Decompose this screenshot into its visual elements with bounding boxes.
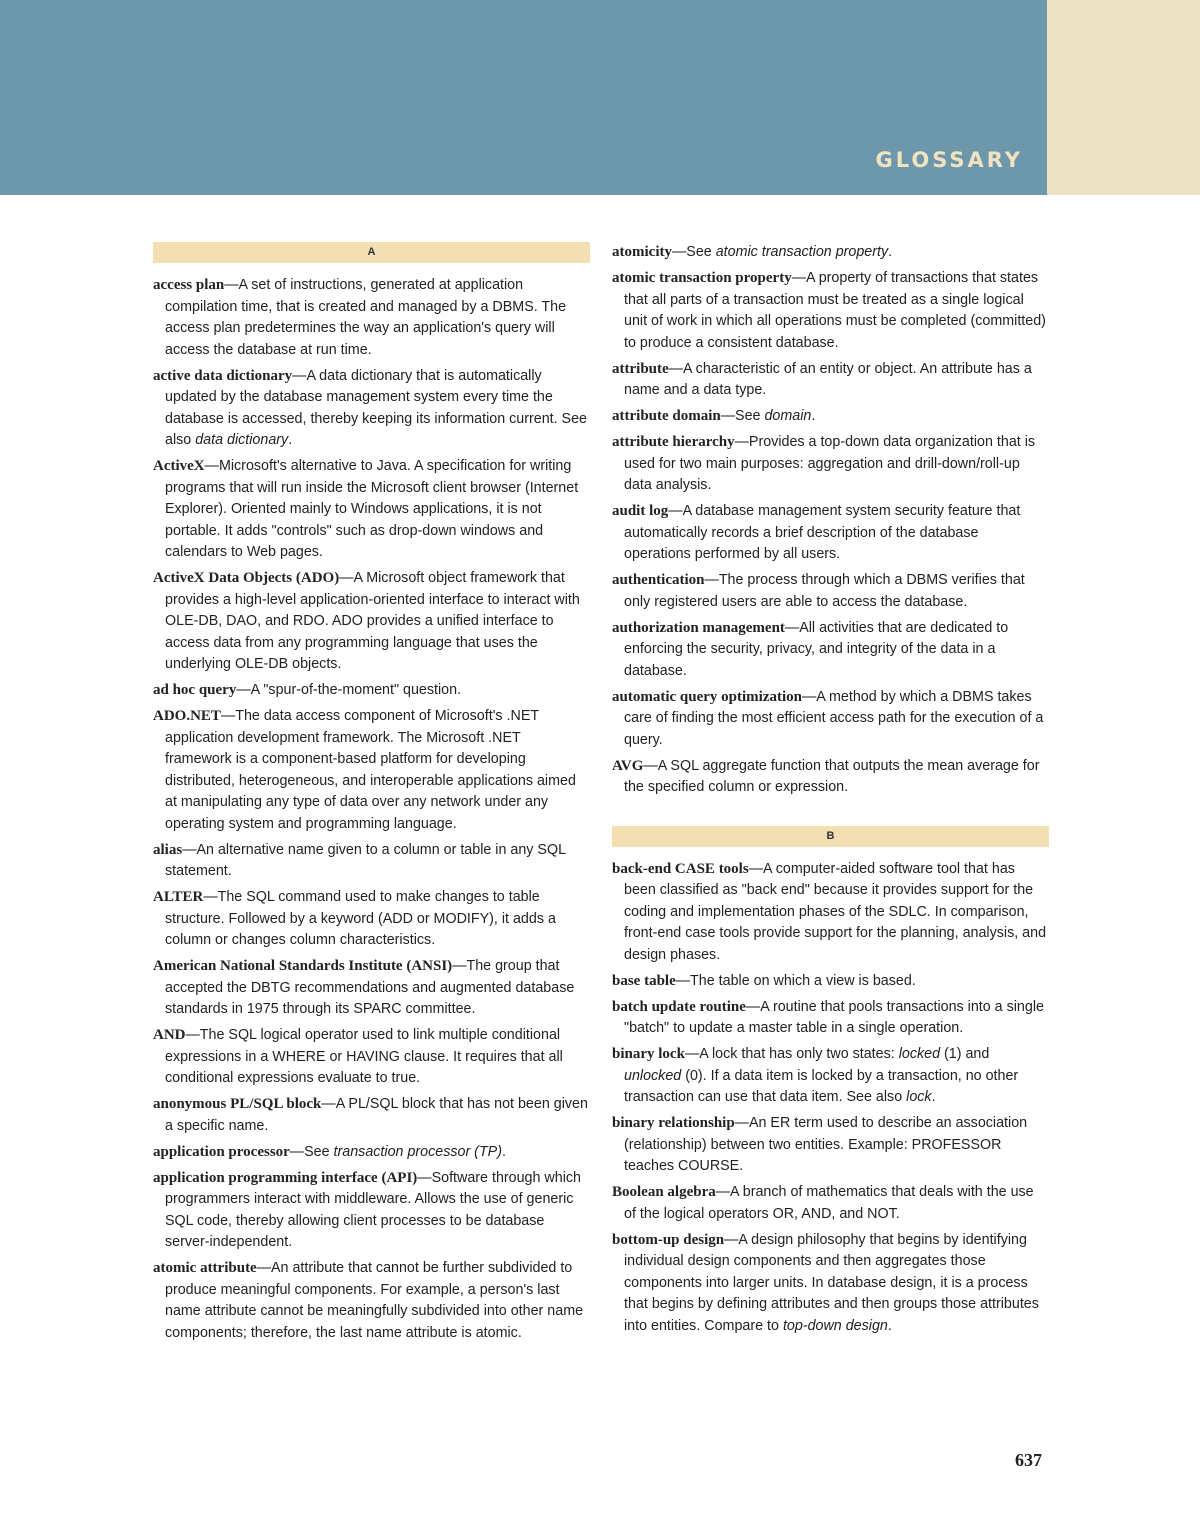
letter-heading-b: B bbox=[612, 826, 1049, 847]
entry-term: attribute hierarchy bbox=[612, 434, 735, 450]
entry-cross-reference: top-down design bbox=[782, 1317, 888, 1334]
entry-term: back-end CASE tools bbox=[612, 860, 749, 877]
entry-definition: —A data dictionary that is automatically updated by the database management system every time the database is accessed, thereby keeping its information current. See also bbox=[165, 367, 587, 448]
entry-term: base table bbox=[612, 972, 676, 989]
entry-definition: —A set of instructions, generated at application compilation time, that is created and managed by a DBMS. The access plan predetermines the way an application's query will access the database at run time. bbox=[165, 277, 567, 358]
entry-term: ADO.NET bbox=[153, 708, 221, 724]
entry-cross-reference: domain bbox=[764, 408, 812, 424]
glossary-entry bbox=[612, 859, 1049, 967]
entry-definition: —A method by which a DBMS takes care of finding the most efficient access path for the execution of a query. bbox=[624, 688, 1044, 748]
glossary-entry bbox=[612, 1182, 1049, 1225]
glossary-entry bbox=[153, 1168, 590, 1254]
glossary-entry bbox=[153, 956, 590, 1021]
entry-cross-reference: transaction processor (TP) bbox=[333, 1143, 502, 1160]
entry-term: Boolean algebra bbox=[612, 1184, 716, 1200]
entry-term: ad hoc query bbox=[153, 682, 237, 698]
entry-definition: —A SQL aggregate function that outputs the mean average for the specified column or expression. bbox=[624, 757, 1040, 795]
entry-definition: —A routine that pools transactions into a single "batch" to update a master table in a single operation. bbox=[624, 998, 1044, 1036]
entry-definition: —A database management system security feature that automatically records a brief description of the database operations performed by all users. bbox=[624, 503, 1021, 562]
entry-definition: —See bbox=[289, 1143, 334, 1160]
entry-definition-tail: . bbox=[288, 432, 293, 448]
entry-definition: —The group that accepted the DBTG recommendations and augmented database standards in 1975 through its SPARC committee. bbox=[165, 958, 575, 1017]
entry-term: active data dictionary bbox=[153, 367, 293, 384]
glossary-entry bbox=[612, 1044, 1049, 1109]
entry-term: alias bbox=[153, 841, 183, 858]
glossary-entry bbox=[612, 1113, 1049, 1178]
entry-term: anonymous PL/SQL block bbox=[153, 1096, 322, 1112]
entry-definition: —The process through which a DBMS verifies that only registered users are able to access the database. bbox=[624, 572, 1025, 610]
entry-term: application processor bbox=[153, 1143, 290, 1160]
entry-definition: —A PL/SQL block that has not been given a specific name. bbox=[165, 1096, 588, 1134]
entry-definition: —A characteristic of an entity or object. An attribute has a name and a data type. bbox=[624, 360, 1032, 398]
entry-cross-reference: data dictionary bbox=[195, 432, 289, 448]
glossary-entry bbox=[153, 456, 590, 564]
entry-term: atomicity bbox=[612, 244, 672, 260]
entry-definition: —All activities that are dedicated to enforcing the security, privacy, and integrity of the data in a database. bbox=[624, 619, 1009, 679]
glossary-entry bbox=[153, 568, 590, 676]
glossary-entry bbox=[612, 618, 1049, 683]
entry-term: batch update routine bbox=[612, 998, 746, 1015]
entry-definition: —Provides a top-down data organization that is used for two main purposes: aggregation and drill-down/roll-up data analysis. bbox=[624, 434, 1036, 493]
entry-definition: —The data access component of Microsoft's .NET application development framework. The Microsoft .NET framework is a component-based platform for developing distributed, heterogeneous, and interoperable applications aimed at manipulating any type of data over any network under any operating system and programming language. bbox=[165, 708, 576, 832]
entry-definition-tail: . bbox=[887, 1317, 892, 1334]
glossary-entry bbox=[612, 406, 1049, 428]
glossary-column-right bbox=[612, 242, 1049, 1342]
entry-definition: —Software through which programmers interact with middleware. Allows the use of generic SQL code, thereby allowing client processes to be database server-independent. bbox=[165, 1169, 581, 1250]
entry-definition-tail: (1) and bbox=[940, 1046, 990, 1062]
entry-term: bottom-up design bbox=[612, 1231, 725, 1248]
glossary-entry bbox=[612, 432, 1049, 497]
glossary-entry bbox=[153, 680, 590, 702]
header-stripe bbox=[1047, 0, 1200, 195]
entry-term: attribute bbox=[612, 360, 669, 377]
entry-definition-tail: . bbox=[888, 244, 893, 260]
entry-definition-tail: . bbox=[501, 1143, 506, 1160]
glossary-entry bbox=[612, 268, 1049, 354]
glossary-column-left bbox=[153, 242, 590, 1349]
glossary-entry bbox=[153, 1258, 590, 1344]
entry-definition: —The SQL logical operator used to link multiple conditional expressions in a WHERE or HAVING clause. It requires that all conditional expressions evaluate to true. bbox=[165, 1027, 563, 1086]
glossary-entry bbox=[612, 1230, 1049, 1338]
glossary-entry bbox=[612, 687, 1049, 752]
page-number: 637 bbox=[1015, 1450, 1042, 1470]
entry-term: authorization management bbox=[612, 619, 785, 636]
entry-definition: —See bbox=[720, 408, 765, 424]
glossary-entry bbox=[153, 1094, 590, 1137]
entry-definition: —A "spur-of-the-moment" question. bbox=[236, 682, 462, 698]
entry-term: atomic attribute bbox=[153, 1260, 257, 1276]
entry-definition: —An ER term used to describe an association (relationship) between two entities. Example: PROFESSOR teaches COURSE. bbox=[624, 1115, 1028, 1174]
glossary-entry bbox=[612, 242, 1049, 264]
glossary-entry bbox=[153, 1025, 590, 1090]
entry-definition: —An attribute that cannot be further subdivided to produce meaningful components. For example, a person's last name attribute cannot be meaningfully subdivided into other name components; therefore, the last name attribute is atomic. bbox=[165, 1260, 584, 1341]
entry-cross-reference: lock bbox=[906, 1089, 932, 1105]
entry-definition-tail: . bbox=[931, 1089, 936, 1105]
page-title: GLOSSARY bbox=[875, 148, 1023, 172]
entry-cross-reference: locked bbox=[898, 1046, 941, 1062]
entry-term: access plan bbox=[153, 277, 225, 293]
glossary-entry bbox=[612, 359, 1049, 402]
entry-term: ALTER bbox=[153, 889, 204, 905]
entry-term: authentication bbox=[612, 572, 705, 588]
glossary-entry bbox=[153, 275, 590, 361]
entry-definition-tail: (0). If a data item is locked by a transaction, no other transaction can use that data item. See also bbox=[624, 1067, 1019, 1105]
entry-term: American National Standards Institute (ANSI) bbox=[153, 958, 453, 974]
entry-definition: —A design philosophy that begins by identifying individual design components and then aggregates those components into larger units. In database design, it is a process that begins by defining attributes and then groups those attributes into entities. Compare to bbox=[624, 1231, 1039, 1334]
entry-definition: —Microsoft's alternative to Java. A specification for writing programs that will run inside the Microsoft client browser (Internet Explorer). Oriented mainly to Windows applications, it is not portable. It adds "controls" such as drop-down windows and calendars to Web pages. bbox=[165, 458, 579, 560]
glossary-entry bbox=[153, 1142, 590, 1164]
entry-definition: —A branch of mathematics that deals with the use of the logical operators OR, AND, and NOT. bbox=[624, 1184, 1034, 1222]
glossary-entry bbox=[612, 501, 1049, 566]
entry-term: automatic query optimization bbox=[612, 688, 802, 705]
entry-definition: —The table on which a view is based. bbox=[675, 972, 916, 989]
entry-definition: —A lock that has only two states: bbox=[684, 1046, 899, 1062]
glossary-entry bbox=[612, 971, 1049, 993]
glossary-entry bbox=[612, 570, 1049, 613]
glossary-entry bbox=[612, 756, 1049, 799]
glossary-entry bbox=[153, 706, 590, 835]
entry-term: AVG bbox=[612, 757, 644, 774]
entry-definition: —A property of transactions that states that all parts of a transaction must be treated as a single logical unit of work in which all operations must be completed (committed) to produce a consistent database. bbox=[624, 270, 1046, 351]
letter-heading-a: A bbox=[153, 242, 590, 263]
entry-term: atomic transaction property bbox=[612, 270, 792, 286]
entry-term: audit log bbox=[612, 503, 669, 519]
entry-cross-reference: atomic transaction property bbox=[715, 244, 889, 260]
entry-term: binary lock bbox=[612, 1046, 685, 1062]
entry-definition: —A Microsoft object framework that provides a high-level application-oriented interface to interact with OLE-DB, DAO, and RDO. ADO provides a unified interface to access data from any programming language that uses the underlying OLE-DB objects. bbox=[165, 570, 580, 672]
entry-term: ActiveX bbox=[153, 458, 205, 474]
glossary-entry bbox=[153, 840, 590, 883]
glossary-entry bbox=[612, 997, 1049, 1040]
entry-definition-tail: . bbox=[811, 408, 816, 424]
glossary-entry bbox=[153, 366, 590, 452]
entry-definition: —The SQL command used to make changes to table structure. Followed by a keyword (ADD or MODIFY), it adds a column or changes column characteristics. bbox=[165, 889, 556, 948]
entry-definition: —A computer-aided software tool that has been classified as "back end" because it provides support for the coding and implementation phases of the SDLC. In comparison, front-end case tools provide support for the planning, analysis, and design phases. bbox=[624, 860, 1047, 963]
entry-term: attribute domain bbox=[612, 408, 721, 424]
glossary-entry bbox=[153, 887, 590, 952]
entry-term: ActiveX Data Objects (ADO) bbox=[153, 570, 340, 586]
entry-definition: —See bbox=[671, 244, 716, 260]
entry-term: binary relationship bbox=[612, 1115, 735, 1131]
entry-term: AND bbox=[153, 1027, 186, 1043]
entry-cross-reference: unlocked bbox=[624, 1067, 682, 1084]
entry-definition: —An alternative name given to a column or table in any SQL statement. bbox=[165, 841, 566, 879]
entry-term: application programming interface (API) bbox=[153, 1169, 418, 1186]
